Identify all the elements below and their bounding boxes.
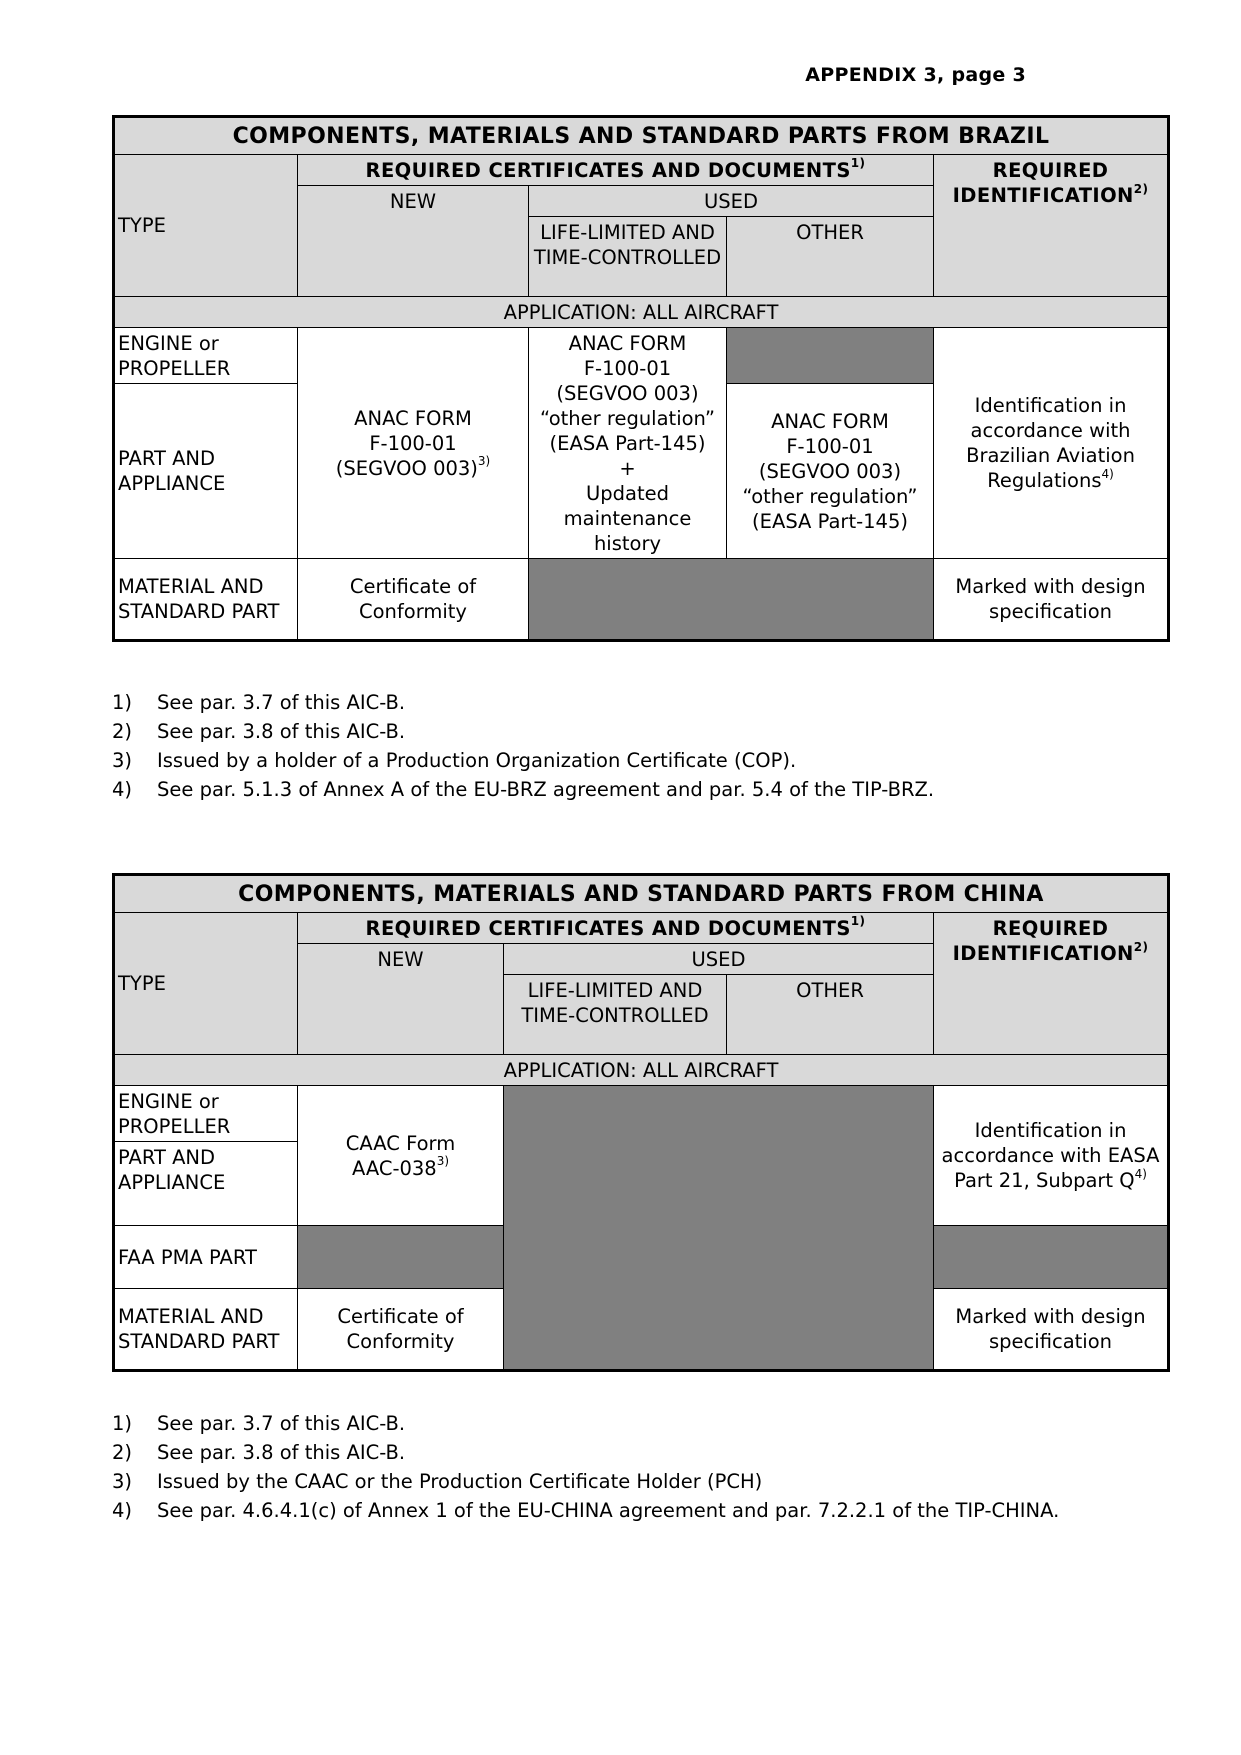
material-new-cell: Certificate of Conformity <box>298 559 529 641</box>
row-label-part-appliance: PART AND APPLIANCE <box>114 384 298 559</box>
life-limited-header: LIFE-LIMITED AND TIME-CONTROLLED <box>504 975 727 1055</box>
footnote: 1) See par. 3.7 of this AIC-B. <box>112 1412 406 1435</box>
material-identification-cell: Marked with design specification <box>934 559 1169 641</box>
china-footnotes <box>112 1409 1112 1525</box>
life-limited-cell: ANAC FORM F-100-01 (SEGVOO 003) “other regulation” (EASA Part-145) + Updated maintenance history <box>529 328 727 559</box>
shaded-cell <box>727 328 934 384</box>
type-header: TYPE <box>114 155 298 297</box>
china-table <box>112 873 1170 1372</box>
required-identification-header: REQUIRED IDENTIFICATION$^{2)}$ <box>934 155 1169 297</box>
china-table-wrapper <box>112 873 1167 1372</box>
row-label-engine-propeller: ENGINE or PROPELLER <box>114 328 298 384</box>
required-identification-header: REQUIRED IDENTIFICATION$^{2)}$ <box>934 913 1169 1055</box>
required-certificates-header: REQUIRED CERTIFICATES AND DOCUMENTS$^{1)}$ <box>298 913 934 944</box>
footnote: 3) Issued by a holder of a Production Organization Certificate (COP). <box>112 749 797 772</box>
footnote: 2) See par. 3.8 of this AIC-B. <box>112 1441 406 1464</box>
application-row: APPLICATION: ALL AIRCRAFT <box>114 1055 1169 1086</box>
footnote: 1) See par. 3.7 of this AIC-B. <box>112 691 406 714</box>
row-label-engine-propeller: ENGINE or PROPELLER <box>114 1086 298 1142</box>
shaded-cell <box>529 559 934 641</box>
row-label-material-standard-part: MATERIAL AND STANDARD PART <box>114 1289 298 1371</box>
shaded-cell <box>934 1226 1169 1289</box>
used-header: USED <box>504 944 934 975</box>
footnote: 3) Issued by the CAAC or the Production Certificate Holder (PCH) <box>112 1470 763 1493</box>
row-label-material-standard-part: MATERIAL AND STANDARD PART <box>114 559 298 641</box>
application-row: APPLICATION: ALL AIRCRAFT <box>114 297 1169 328</box>
row-label-part-appliance: PART AND APPLIANCE <box>114 1142 298 1226</box>
material-new-cell: Certificate of Conformity <box>298 1289 504 1371</box>
shaded-cell <box>298 1226 504 1289</box>
page-header: APPENDIX 3, page 3 <box>805 64 1026 86</box>
new-header: NEW <box>298 944 504 1055</box>
brazil-table-wrapper <box>112 115 1167 642</box>
table-title: COMPONENTS, MATERIALS AND STANDARD PARTS FROM BRAZIL <box>114 117 1169 155</box>
other-header: OTHER <box>727 975 934 1055</box>
other-header: OTHER <box>727 217 934 297</box>
required-certificates-header: REQUIRED CERTIFICATES AND DOCUMENTS$^{1)}$ <box>298 155 934 186</box>
new-form-cell: ANAC FORM F-100-01 (SEGVOO 003)$^{3)}$ <box>298 328 529 559</box>
material-identification-cell: Marked with design specification <box>934 1289 1169 1371</box>
new-form-cell: CAAC Form AAC-038$^{3)}$ <box>298 1086 504 1226</box>
brazil-table <box>112 115 1170 642</box>
identification-cell: Identification in accordance with EASA Part 21, Subpart $Q^{4)}$ <box>934 1086 1169 1226</box>
shaded-cell <box>504 1086 934 1371</box>
table-title: COMPONENTS, MATERIALS AND STANDARD PARTS FROM CHINA <box>114 875 1169 913</box>
footnote: 2) See par. 3.8 of this AIC-B. <box>112 720 406 743</box>
type-header: TYPE <box>114 913 298 1055</box>
row-label-faa-pma-part: FAA PMA PART <box>114 1226 298 1289</box>
new-header: NEW <box>298 186 529 297</box>
other-form-cell: ANAC FORM F-100-01 (SEGVOO 003) “other regulation” (EASA Part-145) <box>727 384 934 559</box>
life-limited-header: LIFE-LIMITED AND TIME-CONTROLLED <box>529 217 727 297</box>
footnote: 4) See par. 5.1.3 of Annex A of the EU-BRZ agreement and par. 5.4 of the TIP-BRZ. <box>112 778 935 801</box>
identification-cell: Identification in accordance with Brazilian Aviation Regulations$^{4)}$ <box>934 328 1169 559</box>
used-header: USED <box>529 186 934 217</box>
brazil-footnotes <box>112 688 1112 804</box>
footnote: 4) See par. 4.6.4.1(c) of Annex 1 of the EU-CHINA agreement and par. 7.2.2.1 of the TIP-CHINA. <box>112 1499 1060 1522</box>
